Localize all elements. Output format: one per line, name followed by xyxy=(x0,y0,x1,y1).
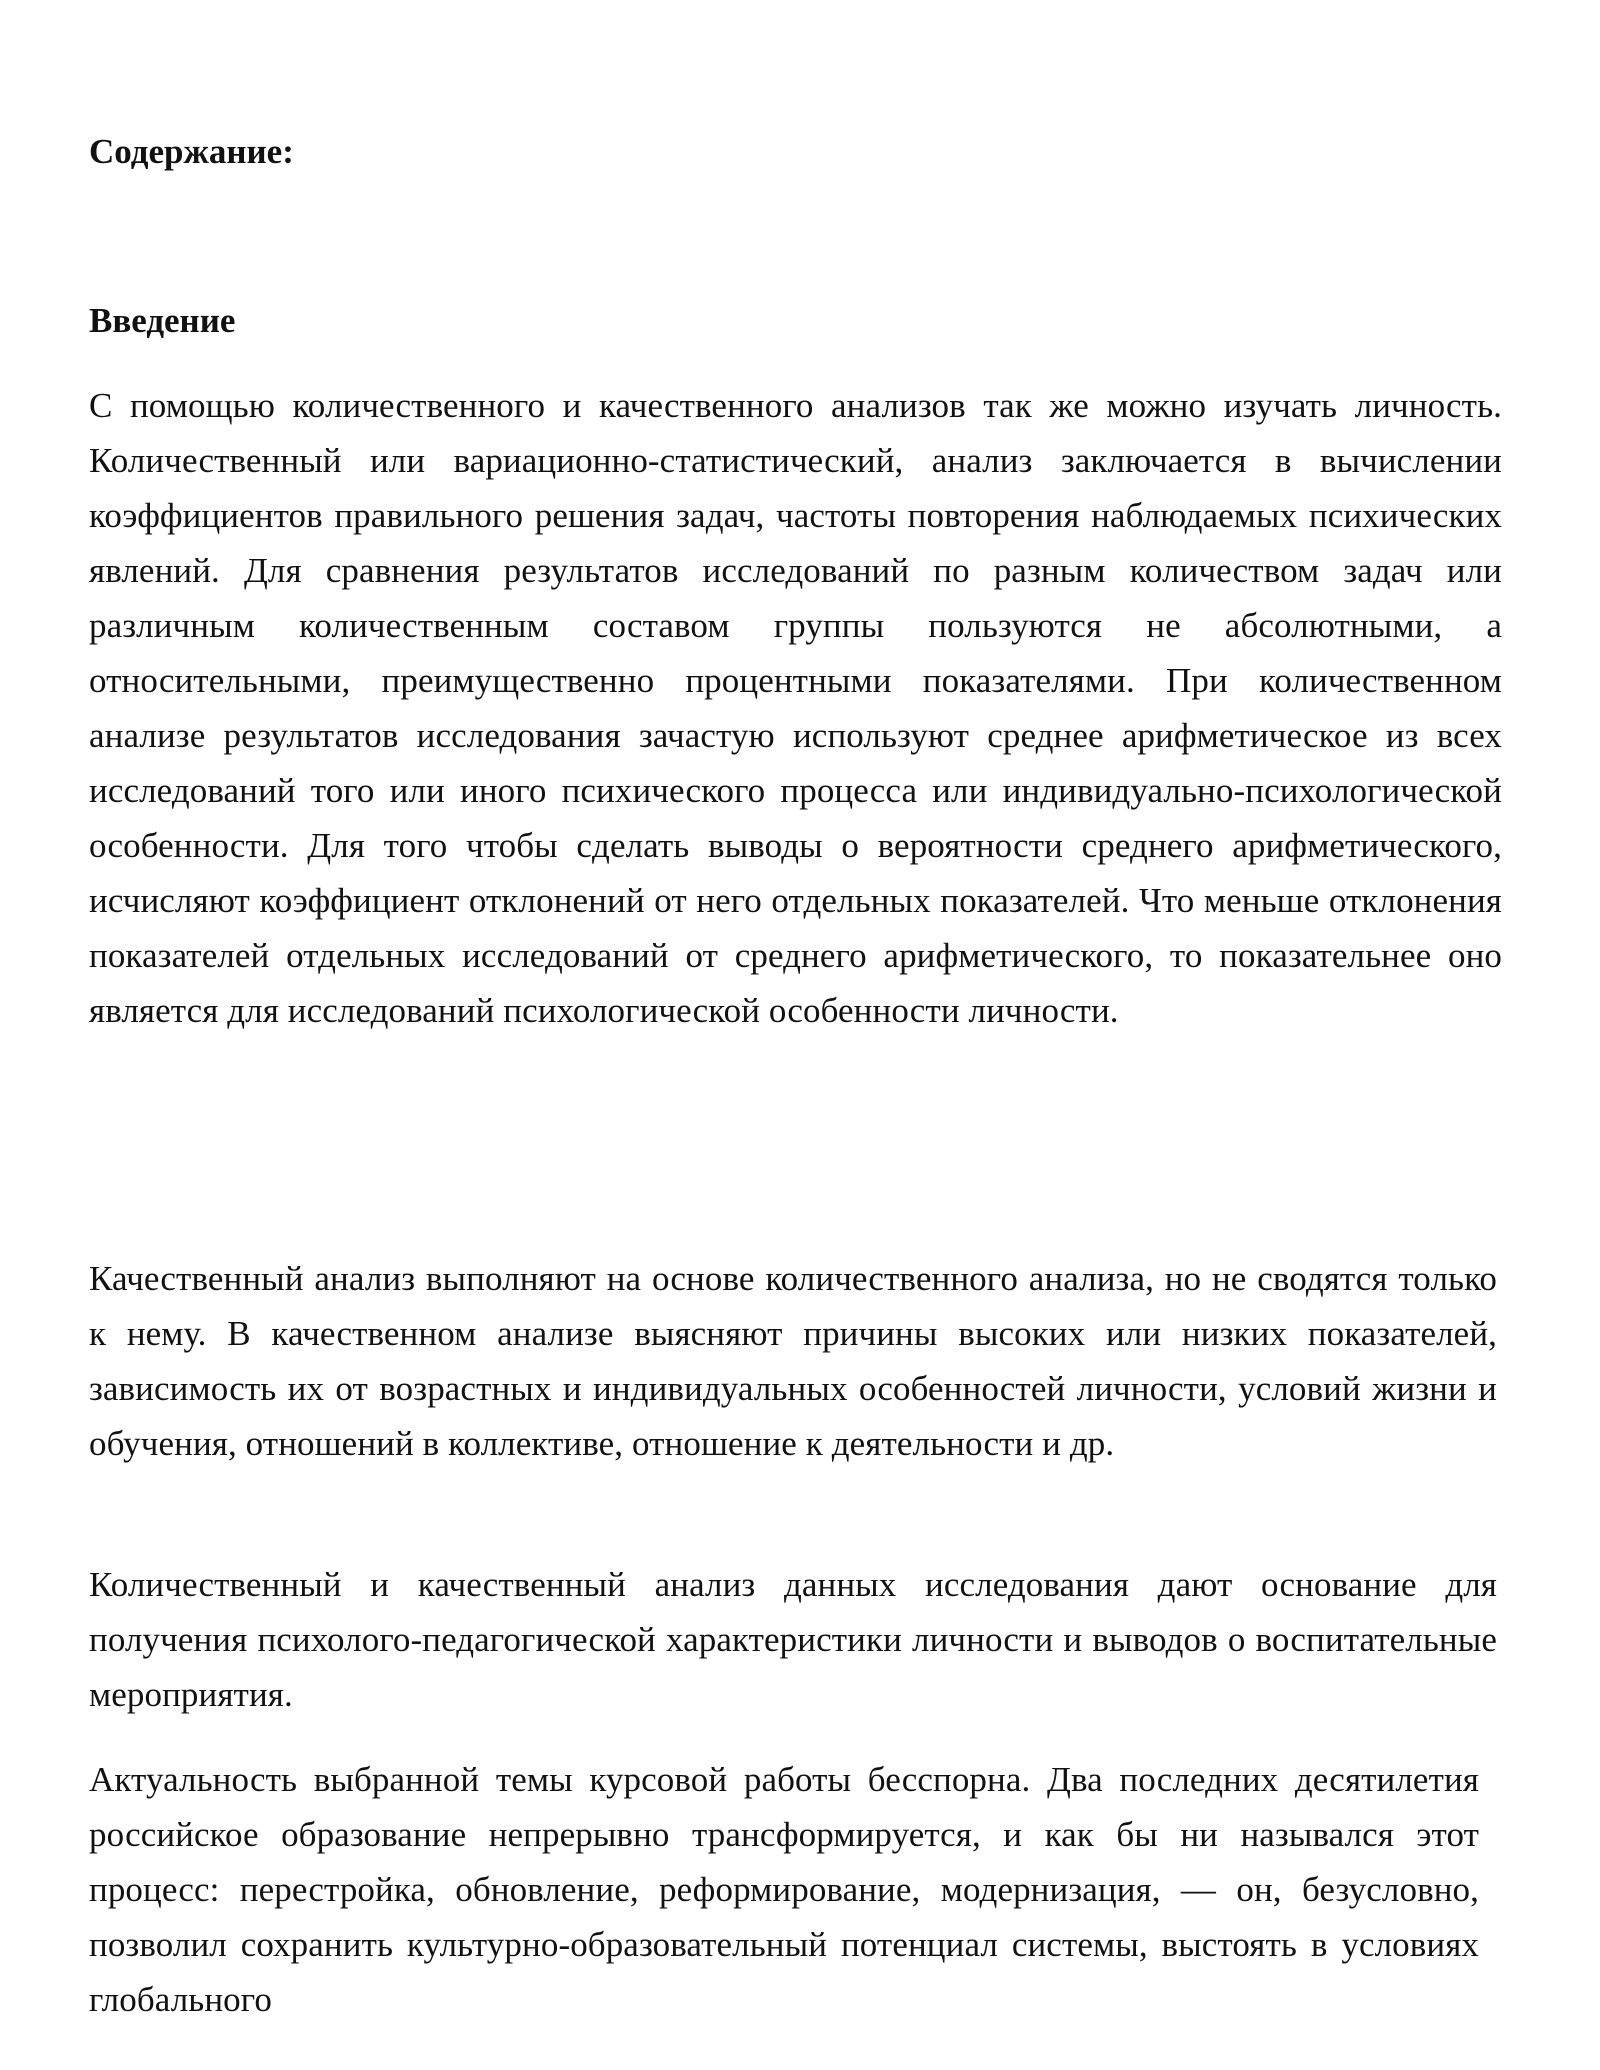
paragraph-quantitative-analysis: С помощью количественного и качественного анализов так же можно изучать личность. Количественный или вариационно-статистический, анализ заключается в вычислении коэффициентов правильного решения задач, частоты повторения наблюдаемых психических явлений. Для сравнения результатов исследований по разным количеством задач или различным количественным составом группы пользуются не абсолютными, а относительными, преимущественно процентными показателями. При количественном анализе результатов исследования зачастую используют среднее арифметическое из всех исследований того или иного психического процесса или индивидуально-психологической особенности. Для того чтобы сделать выводы о вероятности среднего арифметического, исчисляют коэффициент отклонений от него отдельных показателей. Что меньше отклонения показателей отдельных исследований от среднего арифметического, то показательнее оно является для исследований психологической особенности личности. xyxy=(89,386,1502,1030)
paragraph-combined-analysis: Количественный и качественный анализ данных исследования дают основание для получения психолого-педагогической характеристики личности и выводов о воспитательные мероприятия. xyxy=(89,1565,1497,1714)
paragraph-qualitative-analysis: Качественный анализ выполняют на основе количественного анализа, но не сводятся только к нему. В качественном анализе выясняют причины высоких или низких показателей, зависимость их от возрастных и индивидуальных особенностей личности, условий жизни и обучения, отношений в коллективе, отношение к деятельности и др. xyxy=(89,1259,1497,1463)
paragraph-topic-relevance: Актуальность выбранной темы курсовой работы бесспорна. Два последних десятилетия российское образование непрерывно трансформируется, и как бы ни назывался этот процесс: перестройка, обновление, реформирование, модернизация, — он, безусловно, позволил сохранить культурно-образовательный потенциал системы, выстоять в условиях глобального xyxy=(89,1760,1479,2019)
contents-heading: Содержание: xyxy=(89,132,294,171)
introduction-heading: Введение xyxy=(89,301,236,340)
